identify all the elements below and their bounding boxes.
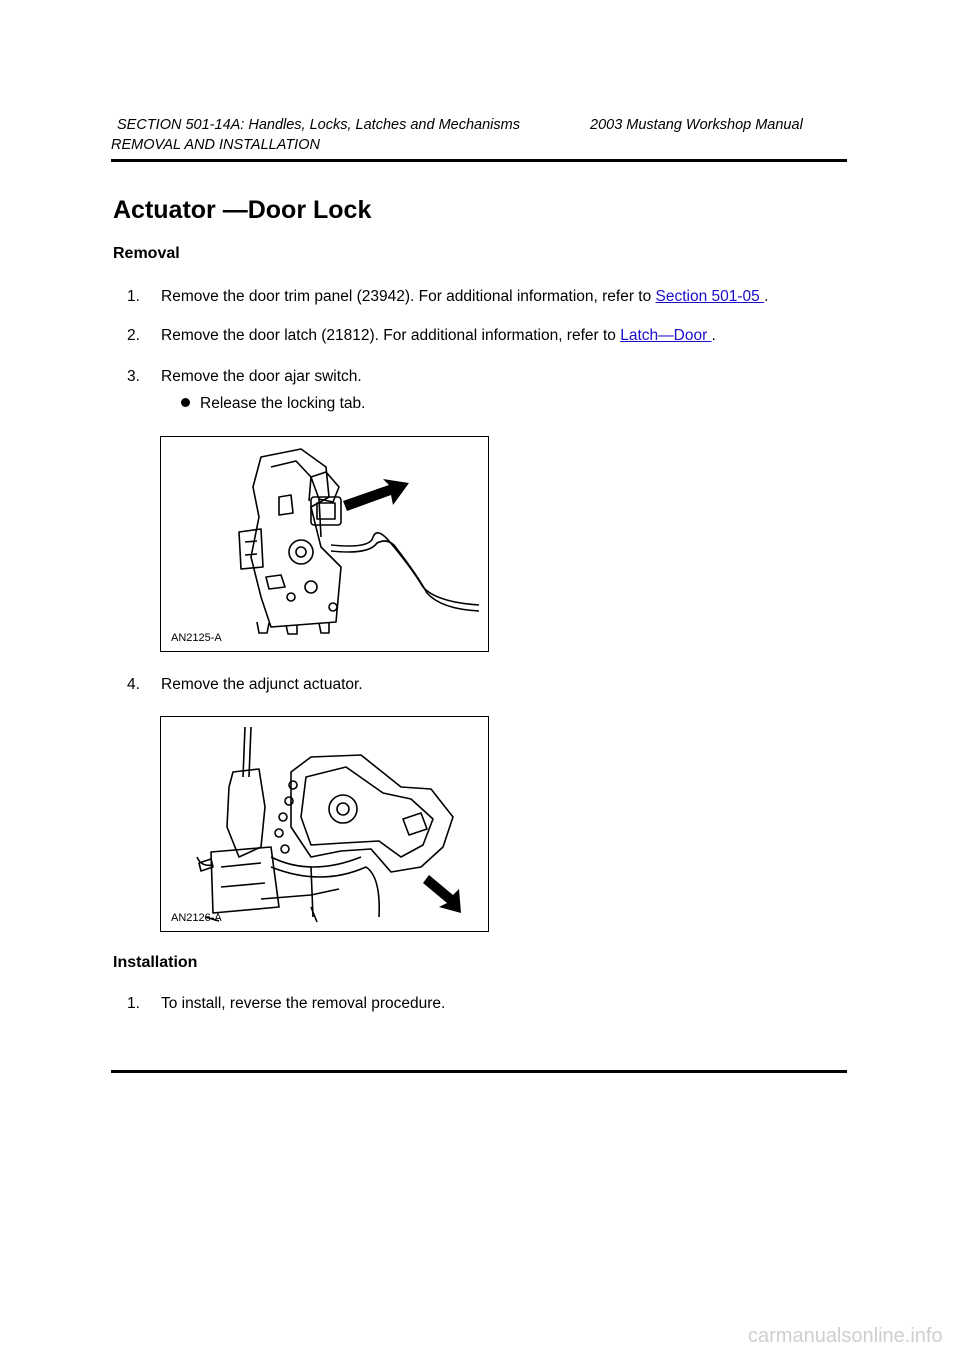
step-number: 3. bbox=[127, 368, 140, 385]
step-text-after: . bbox=[711, 327, 716, 344]
step-text-after: . bbox=[764, 288, 769, 305]
watermark: carmanualsonline.info bbox=[748, 1325, 943, 1347]
figure-label: AN2126-A bbox=[171, 912, 222, 924]
header-rule bbox=[111, 159, 847, 162]
step-number: 4. bbox=[127, 676, 140, 693]
arrow-icon bbox=[423, 875, 461, 913]
page-title: Actuator —Door Lock bbox=[113, 196, 372, 224]
adjunct-actuator-illustration-icon bbox=[161, 717, 488, 931]
footer-rule bbox=[111, 1070, 847, 1073]
figure-door-ajar-switch bbox=[160, 436, 489, 652]
door-latch-illustration-icon bbox=[161, 437, 488, 651]
installation-heading: Installation bbox=[113, 954, 198, 971]
step-text: Remove the door trim panel (23942). For additional information, refer to bbox=[161, 288, 656, 305]
section-501-05-link[interactable]: Section 501-05 bbox=[655, 288, 765, 305]
step-text: Remove the door ajar switch. bbox=[161, 368, 362, 385]
figure-label: AN2125-A bbox=[171, 632, 222, 644]
step-text: Remove the door latch (21812). For additional information, refer to bbox=[161, 327, 621, 344]
header-section-title: SECTION 501-14A: Handles, Locks, Latches and Mechanisms bbox=[117, 117, 520, 133]
removal-heading: Removal bbox=[113, 245, 180, 262]
arrow-icon bbox=[343, 479, 409, 511]
step-number: 2. bbox=[127, 327, 140, 344]
removal-step-3 bbox=[127, 368, 362, 386]
header-subsection: REMOVAL AND INSTALLATION bbox=[111, 137, 320, 153]
removal-step-4 bbox=[127, 676, 363, 694]
bullet-text: Release the locking tab. bbox=[200, 395, 366, 412]
removal-step-2 bbox=[127, 327, 716, 345]
bullet-icon bbox=[181, 398, 190, 407]
step-number: 1. bbox=[127, 288, 140, 305]
figure-adjunct-actuator bbox=[160, 716, 489, 932]
installation-step-1 bbox=[127, 995, 445, 1013]
step-text: Remove the adjunct actuator. bbox=[161, 676, 363, 693]
step-number: 1. bbox=[127, 995, 140, 1012]
removal-step-3-bullet bbox=[181, 395, 365, 413]
removal-step-1 bbox=[127, 288, 768, 306]
latch-door-link[interactable]: Latch—Door bbox=[620, 327, 712, 344]
step-text: To install, reverse the removal procedure. bbox=[161, 995, 446, 1012]
header-manual-title: 2003 Mustang Workshop Manual bbox=[590, 117, 803, 133]
